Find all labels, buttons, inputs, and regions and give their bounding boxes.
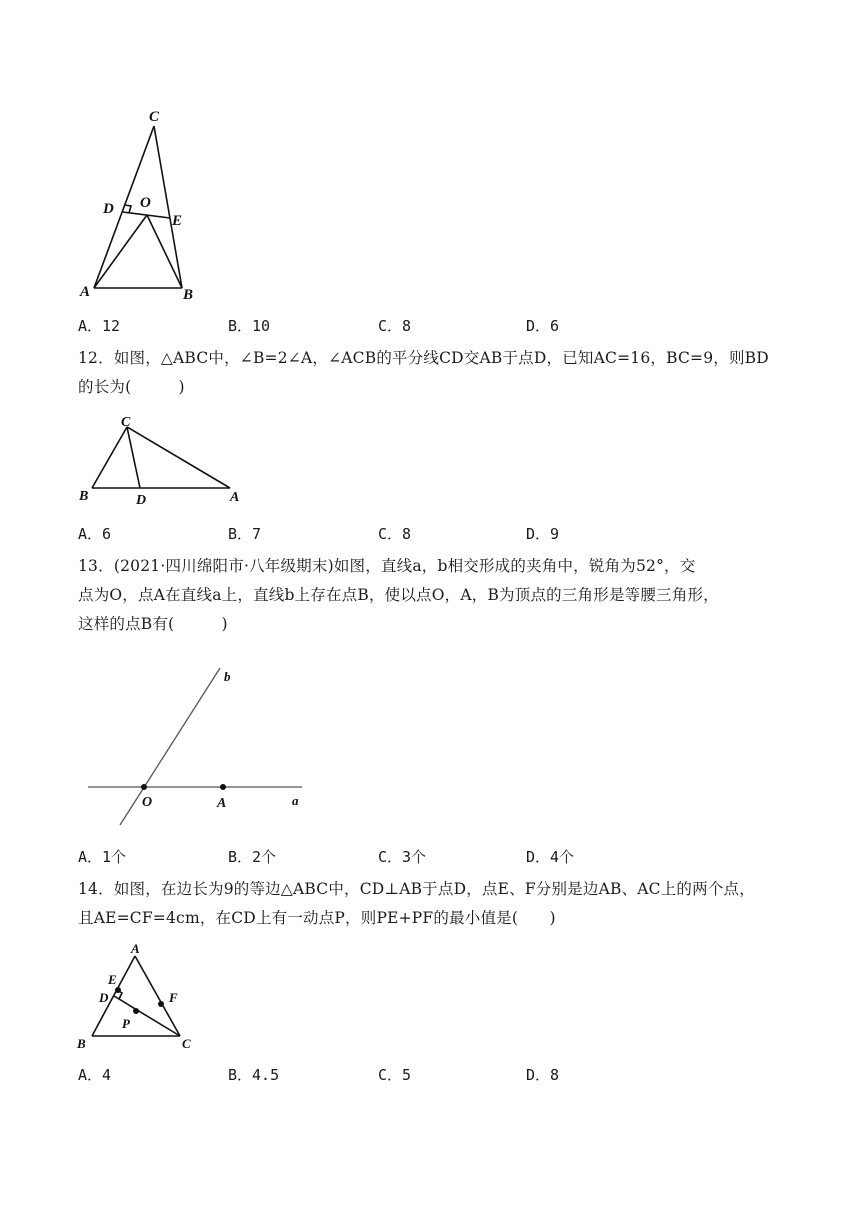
label-e: E (108, 972, 117, 987)
q13-line-3: 这样的点B有( ) (78, 615, 228, 633)
q13-line-2: 点为O，点A在直线a上，直线b上存在点B，使以点O，A，B为顶点的三角形是等腰三角形， (78, 586, 719, 604)
figure-q11-triangle (70, 100, 230, 305)
q11-option-d[interactable]: D．6 (526, 317, 560, 335)
label-o: O (140, 195, 151, 211)
q12-option-c[interactable]: C．8 (378, 525, 412, 543)
q11-options (78, 315, 798, 339)
label-e: E (172, 213, 183, 229)
label-a: A (131, 941, 140, 956)
q13-option-b[interactable]: B．2个 (228, 848, 277, 866)
q14-option-d[interactable]: D．8 (526, 1066, 560, 1084)
label-c: C (121, 415, 131, 430)
q12-option-b[interactable]: B．7 (228, 525, 262, 543)
q14-option-a[interactable]: A．4 (78, 1066, 112, 1084)
q12-line-2: 的长为( ) (78, 378, 185, 396)
label-b: B (77, 1036, 86, 1051)
q13-options (78, 846, 798, 870)
q12-option-a[interactable]: A．6 (78, 525, 112, 543)
label-d: D (99, 990, 109, 1005)
q13-line-1: 13．(2021·四川绵阳市·八年级期末)如图，直线a，b相交形成的夹角中，锐角为52°，交 (78, 557, 696, 575)
label-a: A (230, 490, 240, 505)
figure-q13-lines (80, 660, 310, 830)
label-p: P (122, 1016, 130, 1031)
label-o: O (142, 795, 153, 810)
q13-option-c[interactable]: C．3个 (378, 848, 427, 866)
q12-options (78, 523, 798, 547)
q14-options (78, 1064, 798, 1088)
label-b: B (79, 489, 89, 504)
q12-text (78, 344, 786, 402)
q11-option-b[interactable]: B．10 (228, 317, 271, 335)
figure-q12-triangle (70, 412, 250, 507)
label-f: F (169, 990, 178, 1005)
q11-option-a[interactable]: A．12 (78, 317, 121, 335)
q14-line-1: 14．如图，在边长为9的等边△ABC中，CD⊥AB于点D，点E、F分别是边AB、AC上的两个点， (78, 880, 755, 898)
q14-option-b[interactable]: B．4.5 (228, 1066, 280, 1084)
q12-line-1: 12．如图，△ABC中，∠B=2∠A，∠ACB的平分线CD交AB于点D，已知AC=16，BC=9，则BD (78, 349, 769, 367)
label-b: B (183, 287, 194, 303)
q14-option-c[interactable]: C．5 (378, 1066, 412, 1084)
label-a: A (80, 284, 91, 300)
q14-line-2: 且AE=CF=4cm，在CD上有一动点P，则PE+PF的最小值是( ) (78, 909, 556, 927)
label-d: D (136, 493, 147, 507)
q13-text (78, 552, 786, 639)
label-a: A (217, 796, 227, 811)
label-c: C (182, 1036, 191, 1051)
figure-q14-triangle (70, 940, 210, 1055)
q13-option-d[interactable]: D．4个 (526, 848, 575, 866)
q11-option-c[interactable]: C．8 (378, 317, 412, 335)
q13-option-a[interactable]: A．1个 (78, 848, 127, 866)
label-line-a: a (292, 793, 299, 808)
label-c: C (149, 109, 160, 125)
q14-text (78, 875, 786, 933)
label-d: D (103, 201, 114, 217)
q12-option-d[interactable]: D．9 (526, 525, 560, 543)
label-line-b: b (224, 669, 231, 684)
